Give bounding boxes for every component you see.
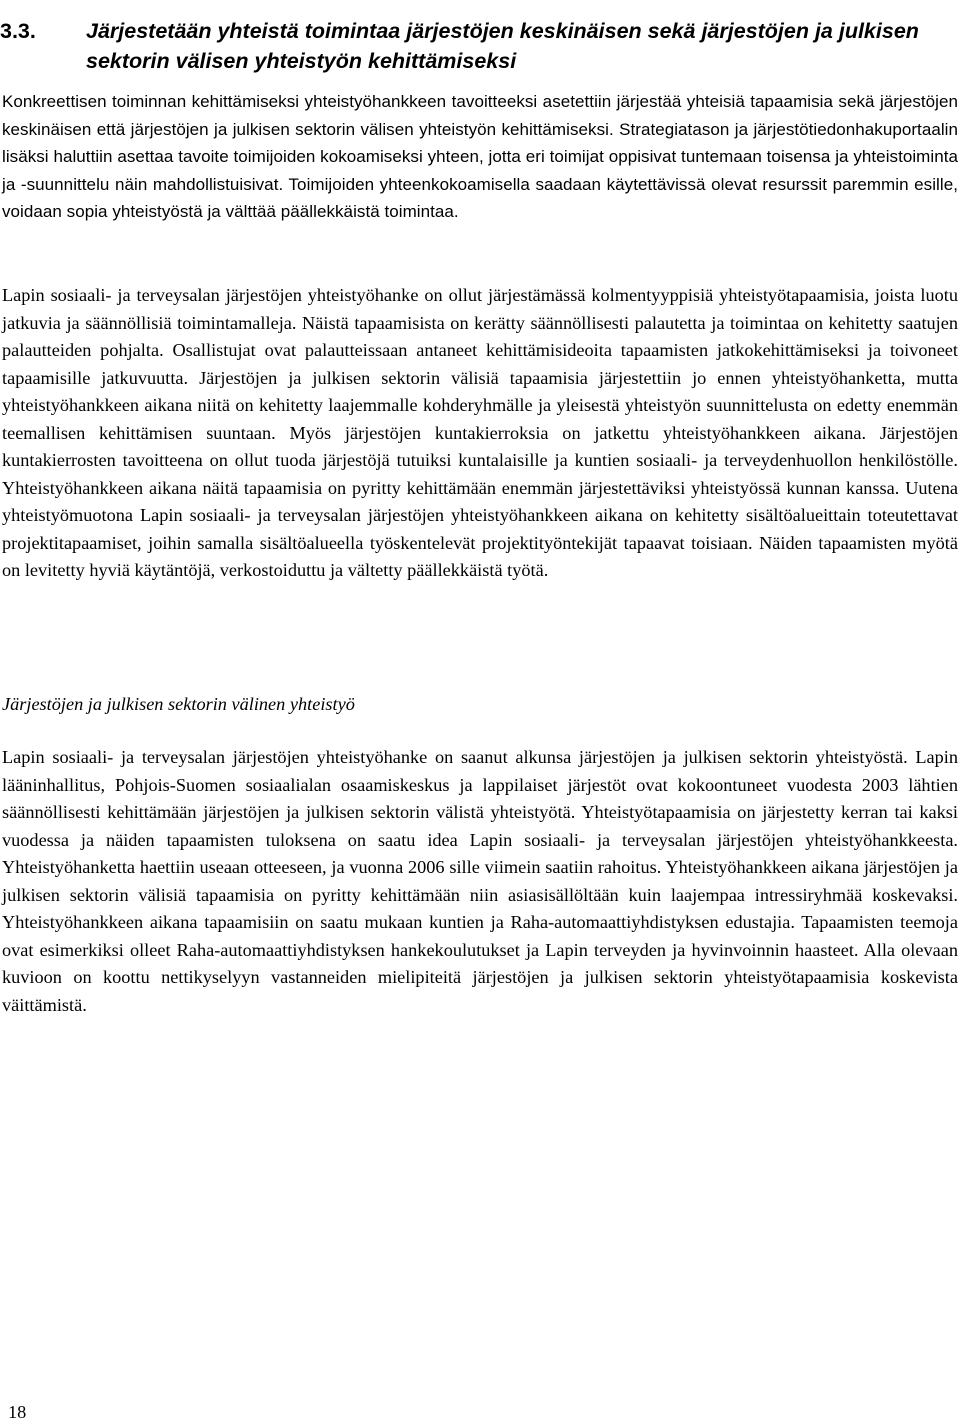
- section-title: Järjestetään yhteistä toimintaa järjestöjen keskinäisen sekä järjestöjen ja julkisen sektorin välisen yhteistyön kehittämiseksi: [86, 19, 919, 74]
- subsection-title: Järjestöjen ja julkisen sektorin välinen yhteistyö: [2, 694, 355, 714]
- section-heading: [0, 16, 960, 76]
- section-number: 3.3.: [0, 19, 36, 44]
- subsection-paragraph: Lapin sosiaali- ja terveysalan järjestöjen yhteistyöhanke on saanut alkunsa järjestöjen ja julkisen sektorin yhteistyöstä. Lapin lääninhallitus, Pohjois-Suomen sosiaalialan osaamiskeskus ja lappilaiset järjestöt ovat kokoontuneet vuodesta 2003 lähtien säännöllisesti kehittämään järjestöjen ja julkisen sektorin välistä yhteistyötä. Yhteistyötapaamisia on järjestetty kerran tai kaksi vuodessa ja näiden tapaamisten tuloksena on saatu idea Lapin sosiaali- ja terveysalan järjestöjen yhteistyöhankkeesta. Yhteistyöhanketta haettiin useaan otteeseen, ja vuonna 2006 sille viimein saatiin rahoitus. Yhteistyöhankkeen aikana järjestöjen ja julkisen sektorin välisiä tapaamisia on pyritty kehittämään niin asiasisällöltään kuin laajempaa intressiryhmää koskevaksi. Yhteistyöhankkeen aikana tapaamisiin on saatu mukaan kuntien ja Raha-automaattiyhdistyksen edustajia. Tapaamisten teemoja ovat esimerkiksi olleet Raha-automaattiyhdistyksen hankekoulutukset ja Lapin terveyden ja hyvinvoinnin haasteet. Alla olevaan kuvioon on koottu nettikyselyyn vastanneiden mielipiteitä järjestöjen ja julkisen sektorin yhteistyötapaamisia koskevista väittämistä.: [2, 747, 958, 1015]
- intro-paragraph: Konkreettisen toiminnan kehittämiseksi yhteistyöhankkeen tavoitteeksi asetettiin järjestää yhteisiä tapaamisia sekä järjestöjen keskinäisen että järjestöjen ja julkisen sektorin välisen yhteistyön kehittämiseksi. Strategiatason ja järjestötiedonhakuportaalin lisäksi haluttiin asettaa tavoite toimijoiden kokoamiseksi yhteen, jotta eri toimijat oppisivat tuntemaan toisensa ja yhteistoiminta ja -suunnittelu näin mahdollistuisivat. Toimijoiden yhteenkokoamisella saadaan käytettävissä olevat resurssit paremmin esille, voidaan sopia yhteistyöstä ja välttää päällekkäistä toimintaa.: [2, 92, 958, 221]
- page-number: 18: [8, 1402, 27, 1422]
- body-paragraph: Lapin sosiaali- ja terveysalan järjestöjen yhteistyöhanke on ollut järjestämässä kolmentyyppisiä yhteistyötapaamisia, joista luotu jatkuvia ja säännöllisiä toimintamalleja. Näistä tapaamisista on kerätty säännöllisesti palautetta ja toimintaa on kehitetty saatujen palautteiden pohjalta. Osallistujat ovat palautteissaan antaneet kehittämisideoita tapaamisten jatkokehittämiseksi ja toivoneet tapaamisille jatkuvuutta. Järjestöjen ja julkisen sektorin välisiä tapaamisia järjestettiin jo ennen yhteistyöhanketta, mutta yhteistyöhankkeen aikana niitä on kehitetty laajemmalle kohderyhmälle ja yleisestä yhteistyön suunnittelusta on edetty enemmän teemallisen kehittämisen suuntaan. Myös järjestöjen kuntakierroksia on jatkettu yhteistyöhankkeen aikana. Järjestöjen kuntakierrosten tavoitteena on ollut tuoda järjestöjä tutuiksi kuntalaisille ja kuntien sosiaali- ja terveydenhuollon henkilöstölle. Yhteistyöhankkeen aikana näitä tapaamisia on pyritty kehittämään enemmän järjestettäviksi yhteistyössä kunnan kanssa. Uutena yhteistyömuotona Lapin sosiaali- ja terveysalan järjestöjen yhteistyöhankkeen aikana on kehitetty sisältöalueittain toteutettavat projektitapaamiset, joihin samalla sisältöalueella työskentelevät projektityöntekijät tapaavat toisiaan. Näiden tapaamisten myötä on levitetty hyviä käytäntöjä, verkostoiduttu ja vältetty päällekkäistä työtä.: [2, 285, 958, 580]
